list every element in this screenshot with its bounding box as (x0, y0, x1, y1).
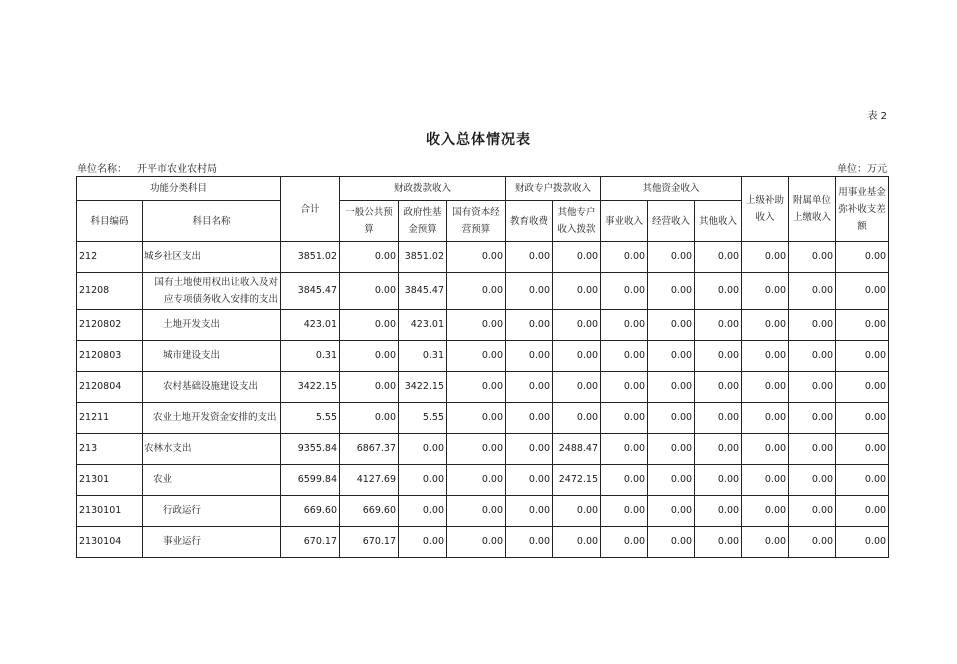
table-row (77, 341, 889, 372)
row-value: 0.00 (399, 496, 447, 527)
row-value: 5.55 (281, 403, 340, 434)
row-name: 土地开发支出 (143, 310, 281, 341)
table-row (77, 273, 889, 310)
table-row (77, 310, 889, 341)
row-value: 669.60 (281, 496, 340, 527)
row-value: 0.00 (648, 527, 695, 558)
row-value: 0.00 (506, 527, 553, 558)
income-summary-table (76, 176, 889, 558)
header-superior-subsidy: 上级补助收入 (742, 177, 789, 242)
row-name: 农业 (143, 465, 281, 496)
row-value: 0.00 (447, 372, 506, 403)
row-value: 6599.84 (281, 465, 340, 496)
currency-unit: 单位：万元 (837, 164, 887, 175)
row-value: 0.00 (789, 273, 836, 310)
row-value: 3422.15 (399, 372, 447, 403)
row-value: 0.00 (506, 434, 553, 465)
row-value: 0.00 (399, 527, 447, 558)
row-code: 212 (77, 242, 143, 273)
row-value: 0.00 (648, 496, 695, 527)
header-other-group: 其他资金收入 (601, 177, 742, 201)
table-row (77, 465, 889, 496)
row-value: 0.00 (506, 403, 553, 434)
row-value: 0.00 (648, 242, 695, 273)
row-value: 0.00 (506, 496, 553, 527)
table-row (77, 372, 889, 403)
row-name: 城市建设支出 (143, 341, 281, 372)
table-row (77, 527, 889, 558)
row-value: 0.00 (836, 465, 889, 496)
row-name: 国有土地使用权出让收入及对应专项债务收入安排的支出 (143, 273, 281, 310)
unit-name-value: 开平市农业农村局 (137, 164, 217, 175)
header-general-budget: 一般公共预算 (340, 201, 399, 242)
row-value: 0.00 (648, 465, 695, 496)
row-value: 0.00 (506, 372, 553, 403)
row-value: 0.00 (553, 341, 601, 372)
row-value: 0.00 (695, 465, 742, 496)
row-value: 0.00 (742, 273, 789, 310)
row-value: 0.00 (399, 434, 447, 465)
table-body (77, 242, 889, 558)
row-value: 0.00 (553, 372, 601, 403)
row-value: 0.00 (836, 372, 889, 403)
row-value: 0.31 (399, 341, 447, 372)
row-value: 0.00 (601, 310, 648, 341)
row-value: 0.00 (553, 242, 601, 273)
row-value: 0.00 (789, 310, 836, 341)
header-code: 科目编码 (77, 201, 143, 242)
header-edu-fee: 教育收费 (506, 201, 553, 242)
row-name: 事业运行 (143, 527, 281, 558)
row-value: 0.00 (695, 273, 742, 310)
table-number: 表 2 (867, 111, 887, 122)
row-value: 0.00 (340, 372, 399, 403)
row-value: 2472.15 (553, 465, 601, 496)
unit-name (77, 160, 217, 175)
row-value: 0.00 (789, 496, 836, 527)
row-value: 669.60 (340, 496, 399, 527)
row-value: 0.00 (601, 273, 648, 310)
row-value: 0.00 (553, 496, 601, 527)
row-value: 0.00 (836, 527, 889, 558)
row-value: 3851.02 (281, 242, 340, 273)
row-value: 0.00 (836, 341, 889, 372)
header-state-capital: 国有资本经营预算 (447, 201, 506, 242)
header-fiscal-group: 财政拨款收入 (340, 177, 506, 201)
row-value: 3422.15 (281, 372, 340, 403)
table-row (77, 434, 889, 465)
header-affiliated-remit: 附属单位上缴收入 (789, 177, 836, 242)
row-value: 0.00 (447, 434, 506, 465)
row-value: 0.00 (648, 310, 695, 341)
row-value: 0.00 (648, 403, 695, 434)
row-value: 0.00 (695, 403, 742, 434)
row-code: 2130104 (77, 527, 143, 558)
table-row (77, 496, 889, 527)
header-total: 合计 (281, 177, 340, 242)
row-code: 21211 (77, 403, 143, 434)
row-value: 0.00 (447, 341, 506, 372)
row-value: 0.00 (742, 310, 789, 341)
row-value: 0.00 (695, 527, 742, 558)
row-value: 0.00 (836, 273, 889, 310)
row-code: 2130101 (77, 496, 143, 527)
row-value: 0.00 (506, 465, 553, 496)
table-row (77, 242, 889, 273)
row-value: 0.00 (789, 403, 836, 434)
row-value: 0.00 (836, 310, 889, 341)
row-value: 0.00 (601, 341, 648, 372)
row-value: 0.00 (447, 310, 506, 341)
row-value: 0.00 (836, 242, 889, 273)
row-value: 0.00 (553, 273, 601, 310)
row-value: 0.00 (648, 341, 695, 372)
row-code: 2120803 (77, 341, 143, 372)
row-value: 0.00 (553, 403, 601, 434)
header-operating-income: 经营收入 (648, 201, 695, 242)
row-value: 0.00 (340, 310, 399, 341)
row-value: 5.55 (399, 403, 447, 434)
row-value: 0.00 (601, 372, 648, 403)
row-value: 0.00 (742, 496, 789, 527)
row-value: 0.00 (506, 341, 553, 372)
header-name: 科目名称 (143, 201, 281, 242)
header-func-group: 功能分类科目 (77, 177, 281, 201)
row-name: 城乡社区支出 (143, 242, 281, 273)
row-value: 0.00 (742, 403, 789, 434)
row-value: 0.00 (601, 527, 648, 558)
row-value: 0.00 (506, 273, 553, 310)
row-value: 0.00 (789, 341, 836, 372)
row-value: 0.00 (836, 496, 889, 527)
row-value: 423.01 (281, 310, 340, 341)
row-value: 0.00 (695, 341, 742, 372)
row-code: 21301 (77, 465, 143, 496)
row-value: 0.00 (742, 527, 789, 558)
row-value: 9355.84 (281, 434, 340, 465)
row-code: 213 (77, 434, 143, 465)
row-value: 0.00 (742, 434, 789, 465)
row-value: 0.00 (648, 434, 695, 465)
header-business-income: 事业收入 (601, 201, 648, 242)
row-value: 0.00 (742, 465, 789, 496)
row-value: 0.00 (789, 372, 836, 403)
row-value: 0.00 (340, 341, 399, 372)
page-title: 收入总体情况表 (426, 132, 531, 148)
row-value: 0.00 (399, 465, 447, 496)
row-value: 0.00 (447, 273, 506, 310)
row-value: 0.00 (742, 341, 789, 372)
header-special-group: 财政专户拨款收入 (506, 177, 601, 201)
row-value: 0.00 (340, 403, 399, 434)
table-row (77, 403, 889, 434)
header-reserve-fund: 用事业基金弥补收支差额 (836, 177, 889, 242)
row-name: 农业土地开发资金安排的支出 (143, 403, 281, 434)
row-value: 0.00 (601, 465, 648, 496)
row-name: 农林水支出 (143, 434, 281, 465)
row-value: 0.00 (506, 310, 553, 341)
row-name: 农村基础设施建设支出 (143, 372, 281, 403)
row-value: 0.00 (553, 310, 601, 341)
row-value: 0.00 (340, 242, 399, 273)
row-value: 0.00 (695, 310, 742, 341)
row-value: 670.17 (281, 527, 340, 558)
row-value: 0.31 (281, 341, 340, 372)
row-value: 0.00 (447, 465, 506, 496)
row-value: 670.17 (340, 527, 399, 558)
row-value: 0.00 (836, 434, 889, 465)
row-value: 0.00 (648, 372, 695, 403)
row-value: 0.00 (506, 242, 553, 273)
header-other-special: 其他专户收入拨款 (553, 201, 601, 242)
row-value: 0.00 (601, 403, 648, 434)
row-value: 0.00 (340, 273, 399, 310)
row-value: 3851.02 (399, 242, 447, 273)
row-value: 2488.47 (553, 434, 601, 465)
row-value: 423.01 (399, 310, 447, 341)
unit-name-label: 单位名称： (77, 164, 127, 175)
row-value: 0.00 (695, 372, 742, 403)
row-value: 4127.69 (340, 465, 399, 496)
row-value: 0.00 (447, 403, 506, 434)
row-value: 0.00 (601, 434, 648, 465)
row-value: 0.00 (742, 242, 789, 273)
row-value: 0.00 (836, 403, 889, 434)
row-code: 2120802 (77, 310, 143, 341)
row-value: 0.00 (742, 372, 789, 403)
row-code: 21208 (77, 273, 143, 310)
row-name: 行政运行 (143, 496, 281, 527)
row-value: 3845.47 (399, 273, 447, 310)
row-value: 0.00 (601, 496, 648, 527)
row-value: 0.00 (695, 496, 742, 527)
row-code: 2120804 (77, 372, 143, 403)
row-value: 0.00 (447, 242, 506, 273)
row-value: 0.00 (695, 434, 742, 465)
row-value: 0.00 (695, 242, 742, 273)
row-value: 0.00 (447, 527, 506, 558)
header-gov-fund: 政府性基金预算 (399, 201, 447, 242)
row-value: 0.00 (789, 465, 836, 496)
row-value: 0.00 (648, 273, 695, 310)
row-value: 0.00 (553, 527, 601, 558)
header-other-income: 其他收入 (695, 201, 742, 242)
row-value: 0.00 (789, 527, 836, 558)
row-value: 0.00 (789, 434, 836, 465)
row-value: 0.00 (447, 496, 506, 527)
row-value: 0.00 (789, 242, 836, 273)
row-value: 6867.37 (340, 434, 399, 465)
row-value: 3845.47 (281, 273, 340, 310)
row-value: 0.00 (601, 242, 648, 273)
